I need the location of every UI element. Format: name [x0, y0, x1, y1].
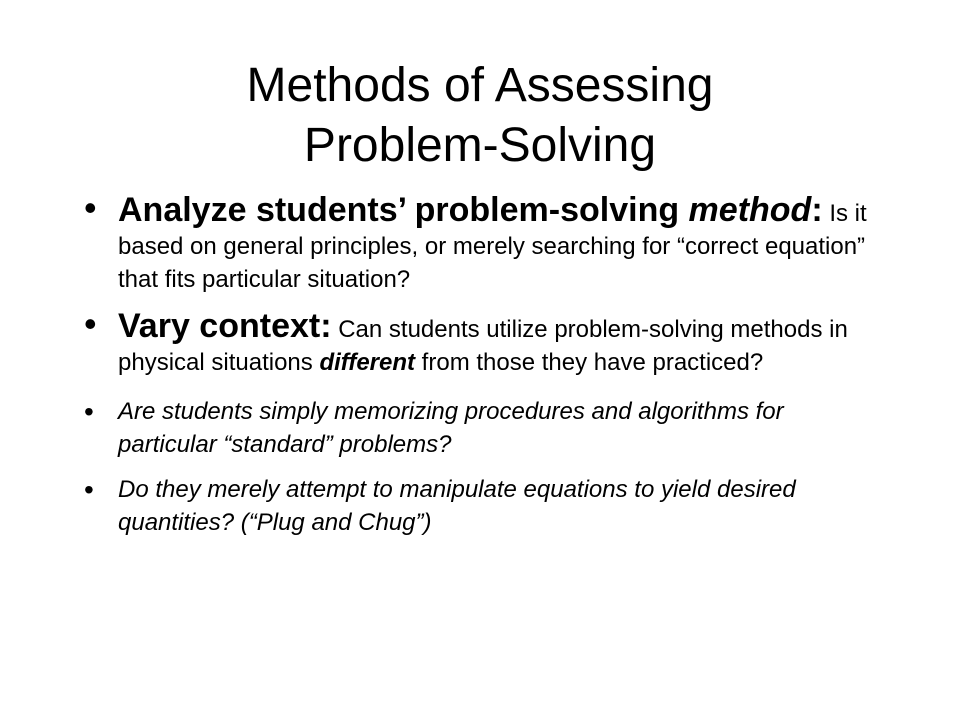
bullet-lead-colon: :: [811, 191, 823, 229]
bullet-plug-and-chug: [84, 473, 874, 539]
bullet-lead-emphasis: method: [688, 191, 812, 229]
bullet-lead: [118, 191, 823, 229]
bullet-body-part-1: Can students utilize problem-solving methods in physical situations: [118, 316, 848, 376]
bullet-vary-context: [84, 303, 874, 379]
bullet-body: Is it based on general principles, or merely searching for “correct equation” that fits particular situation?: [118, 200, 867, 293]
bullet-lead-text: Analyze students’ problem-solving: [118, 191, 689, 229]
bullet-analyze-method: [84, 187, 874, 296]
title-line-2: Problem-Solving: [303, 119, 657, 173]
bullet-dot: •: [84, 187, 97, 228]
bullet-dot: •: [84, 474, 94, 505]
bullet-body-emphasis: different: [319, 349, 416, 376]
bullet-list: [84, 187, 874, 551]
bullet-body-part-2: from those they have practiced?: [415, 349, 764, 376]
title-line-1: Methods of Assessing: [246, 59, 714, 113]
bullet-text: Are students simply memorizing procedures and algorithms for particular “standard” problems?: [118, 398, 784, 458]
bullet-text: Do they merely attempt to manipulate equations to yield desired quantities? (“Plug and Chug”): [118, 476, 796, 536]
bullet-lead: Vary context:: [118, 307, 332, 345]
slide-title: [0, 56, 960, 176]
bullet-dot: •: [84, 303, 97, 344]
bullet-memorizing: [84, 395, 874, 461]
bullet-dot: •: [84, 396, 94, 427]
